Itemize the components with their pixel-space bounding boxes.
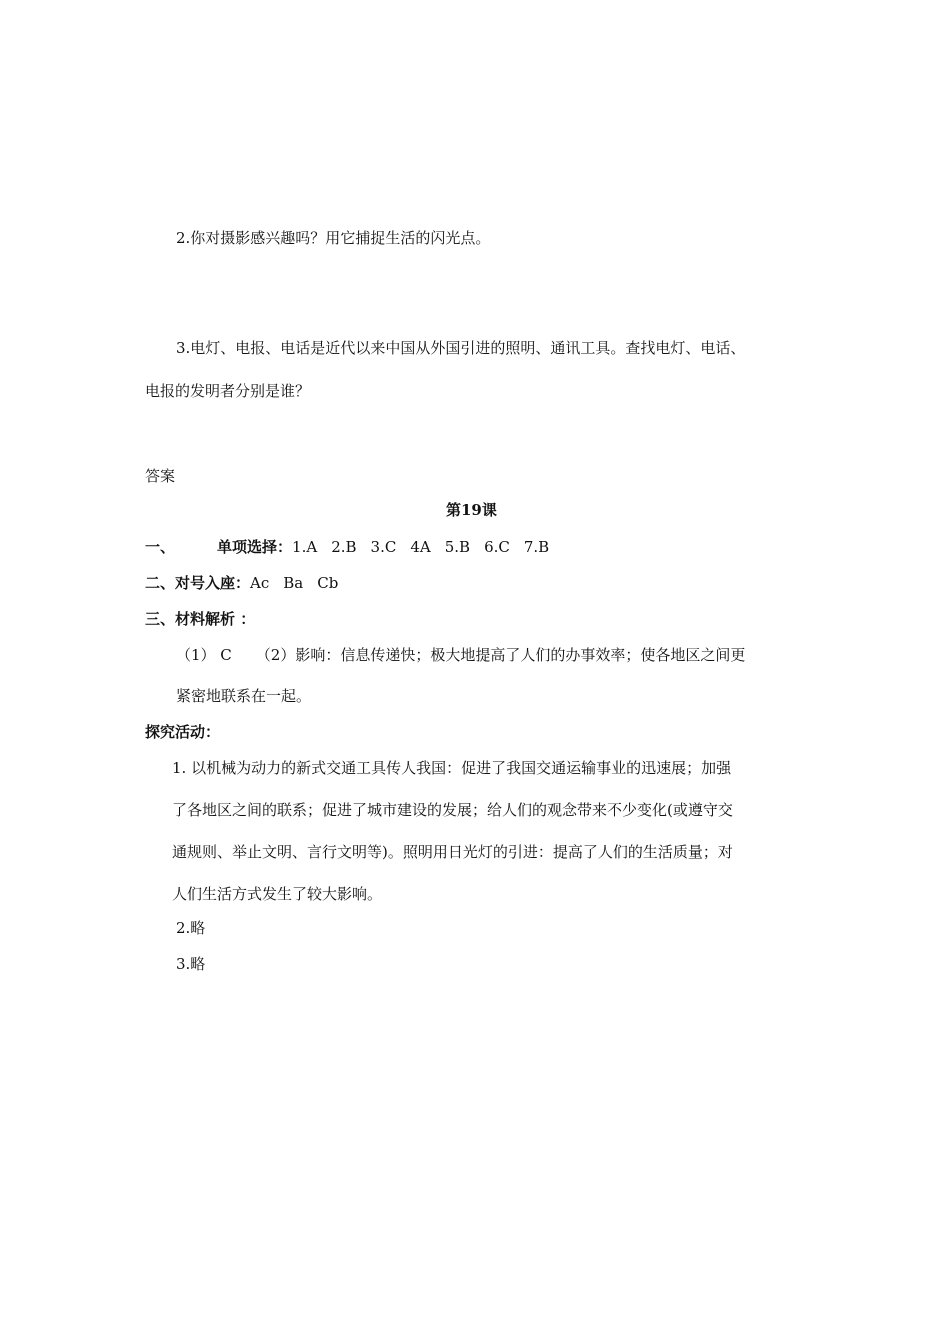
section-1-answer: 3.C xyxy=(370,538,397,556)
question-3-line-2: 电报的发明者分别是谁？ xyxy=(145,382,311,400)
explore-item-2: 2.略 xyxy=(176,919,206,937)
section-2-title: 二、对号入座： xyxy=(145,574,251,592)
lesson-title: 第19课 xyxy=(446,501,497,519)
explore-item-3: 3.略 xyxy=(176,955,206,973)
section-1-answer: 1.A xyxy=(292,538,318,556)
section-2-answer: Cb xyxy=(317,574,339,592)
question-3-line-1: 3.电灯、电报、电话是近代以来中国从外国引进的照明、通讯工具。查找电灯、电话、 xyxy=(176,339,746,357)
section-1-answer: 7.B xyxy=(523,538,550,556)
section-2-row xyxy=(145,573,338,593)
explore-item-1-line-1: 1. 以机械为动力的新式交通工具传人我国：促进了我国交通运输事业的迅速展；加强 xyxy=(172,759,732,777)
explore-title: 探究活动： xyxy=(145,723,221,741)
section-1-title: 单项选择： xyxy=(217,538,293,556)
section-3-part-2: （2）影响：信息传递快；极大地提高了人们的办事效率；使各地区之间更 xyxy=(255,646,746,664)
section-3-line-2: 紧密地联系在一起。 xyxy=(176,687,312,705)
section-1-row xyxy=(145,537,549,557)
section-3-title: 三、材料解析 ： xyxy=(145,610,256,628)
question-2: 2.你对摄影感兴趣吗？用它捕捉生活的闪光点。 xyxy=(176,229,491,247)
section-1-answer: 6.C xyxy=(484,538,510,556)
explore-item-1-line-3: 通规则、举止文明、言行文明等)。照明用日光灯的引进：提高了人们的生活质量；对 xyxy=(172,843,733,861)
explore-item-1-line-4: 人们生活方式发生了较大影响。 xyxy=(172,885,383,903)
section-3-line-1 xyxy=(176,645,745,665)
section-2-answer: Ba xyxy=(283,574,304,592)
section-1-answer: 5.B xyxy=(444,538,471,556)
section-1-label: 一、 xyxy=(145,538,176,556)
section-1-answer: 2.B xyxy=(331,538,357,556)
section-2-answer: Ac xyxy=(250,574,270,592)
answers-heading: 答案 xyxy=(145,467,176,485)
section-1-answer: 4A xyxy=(410,538,431,556)
section-3-part-1: （1） C xyxy=(176,646,232,664)
explore-item-1-line-2: 了各地区之间的联系；促进了城市建设的发展；给人们的观念带来不少变化(或遵守交 xyxy=(172,801,733,819)
